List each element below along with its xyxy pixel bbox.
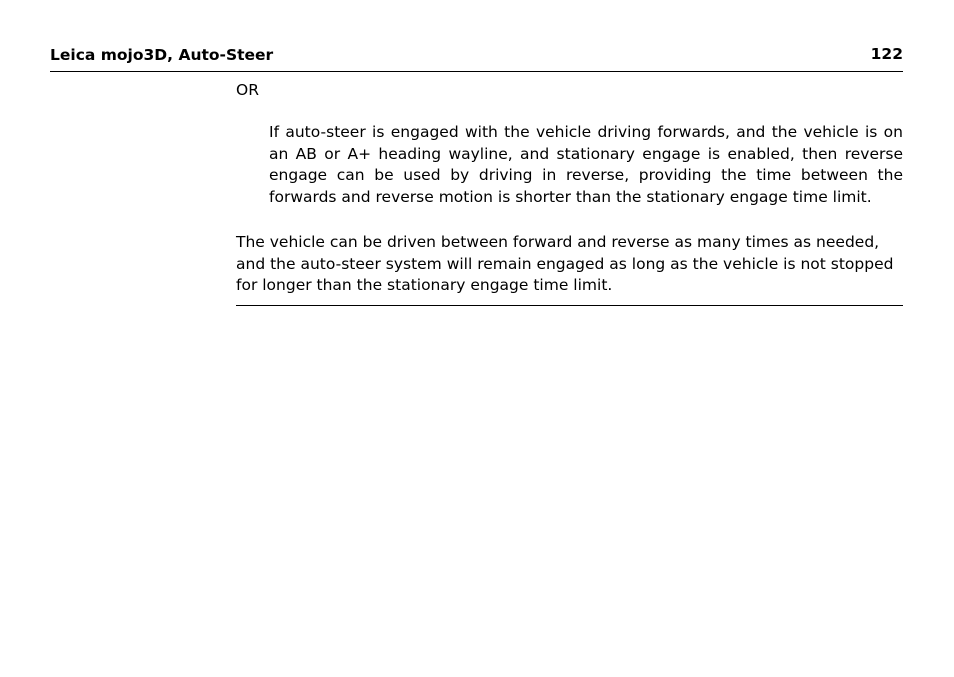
section-end-divider <box>236 305 903 306</box>
page-header <box>50 44 903 72</box>
document-title: Leica mojo3D, Auto-Steer <box>50 46 274 64</box>
main-paragraph: The vehicle can be driven between forward and reverse as many times as needed, and the auto-steer system will remain engaged as long as the vehicle is not stopped for longer than the stationary engage time limit. <box>236 233 894 294</box>
or-label: OR <box>236 81 259 99</box>
page-number: 122 <box>870 45 903 63</box>
indented-paragraph: If auto-steer is engaged with the vehicle driving forwards, and the vehicle is on an AB or A+ heading wayline, and stationary engage is enabled, then reverse engage can be used by driving in reverse, providing the time between the forwards and reverse motion is shorter than the stationary engage time limit. <box>269 123 903 206</box>
